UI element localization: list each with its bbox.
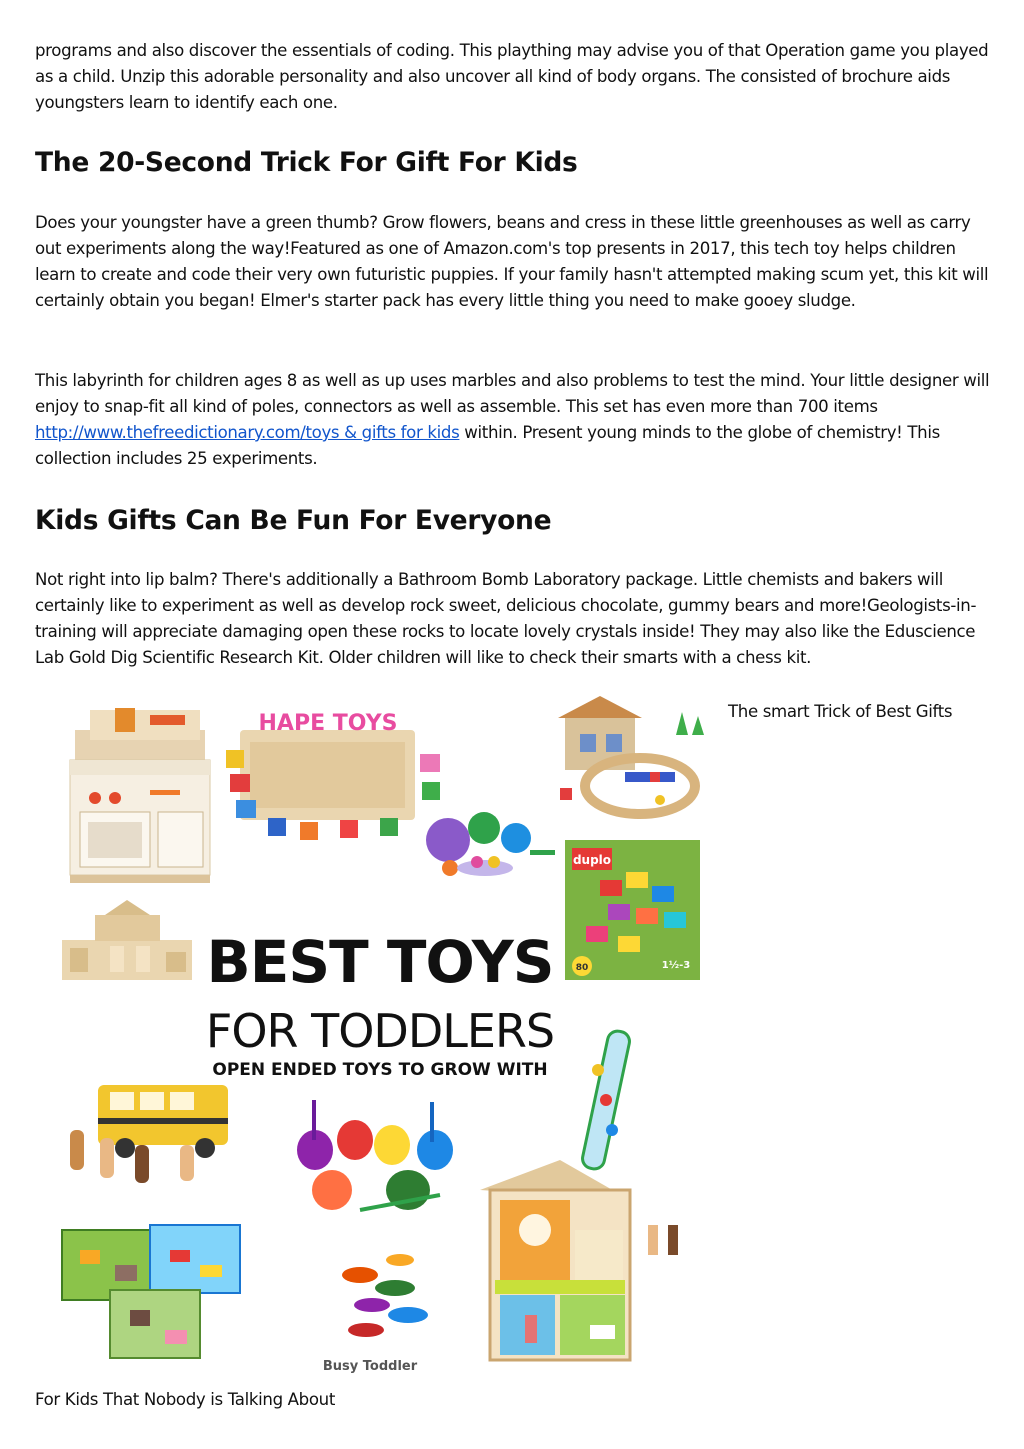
lego-brand-text: duplo bbox=[572, 853, 612, 867]
peg-puzzles-icon bbox=[62, 1225, 240, 1358]
puzzle-brand-text: HAPE TOYS bbox=[258, 711, 398, 736]
dollhouse-icon bbox=[480, 1160, 678, 1360]
section-heading-2: Kids Gifts Can Be Fun For Everyone bbox=[35, 505, 552, 536]
section-heading-1: The 20-Second Trick For Gift For Kids bbox=[35, 147, 578, 178]
lego-age-text: 1½-3 bbox=[661, 960, 691, 971]
wooden-school-bus-icon bbox=[70, 1085, 228, 1183]
paint-pots-icon bbox=[297, 1100, 453, 1210]
paragraph-text: within. Present young minds to the globe of chemistry! This collection includes 25 experiments. bbox=[35, 423, 940, 468]
section1-paragraph-1: Does your youngster have a green thumb? Grow flowers, beans and cress in these little greenhouses as well as carry out experiments along the way!Featured as one of Amazon.com's top presents in 2017, this tech toy helps children learn to create and code their very own futuristic puppies. If your family hasn't attempted making scum yet, this kit will certainly obtain you began! Elmer's starter pack has every little thing you need to make gooey sludge. bbox=[35, 213, 989, 310]
section2-paragraph-1: Not right into lip balm? There's additionally a Bathroom Bomb Laboratory package. Little chemists and bakers will certainly like to experiment as well as develop rock sweet, delicious chocolate, gummy bears and more!Geologists-in-training will appreciate damaging open these rocks to locate lovely crystals inside! They may also like the Eduscience Lab Gold Dig Scientific Research Kit. Older children will like to check their smarts with a chess kit. bbox=[35, 570, 977, 667]
title-line-1: BEST TOYS bbox=[206, 928, 554, 996]
tea-set-icon bbox=[426, 812, 555, 876]
caption-right: The smart Trick of Best Gifts bbox=[728, 702, 953, 721]
alphabet-puzzle-icon bbox=[226, 711, 440, 840]
intro-paragraph: programs and also discover the essentials of coding. This plaything may advise you of that Operation game you played as a child. Unzip this adorable personality and also uncover all kind of body organs. The consisted of brochure aids youngsters learn to identify each one. bbox=[35, 41, 989, 112]
wooden-blocks-icon bbox=[62, 900, 192, 980]
title-line-2: FOR TODDLERS bbox=[205, 1004, 555, 1058]
paragraph-text: This labyrinth for children ages 8 as well as up uses marbles and also problems to test the mind. Your little designer will enjoy to snap-fit all kind of poles, connectors as well as assemble. This set has even more than 700 items bbox=[35, 371, 990, 416]
toy-dinosaurs-icon bbox=[342, 1254, 428, 1337]
toys-gifts-link[interactable]: http://www.thefreedictionary.com/toys & gifts for kids bbox=[35, 423, 460, 442]
caption-bottom: For Kids That Nobody is Talking About bbox=[35, 1390, 335, 1409]
lego-pieces-text: 80 bbox=[575, 963, 589, 973]
lego-duplo-box-icon bbox=[565, 840, 700, 980]
section1-paragraph-2 bbox=[35, 368, 990, 472]
title-line-3: OPEN ENDED TOYS TO GROW WITH bbox=[212, 1060, 548, 1080]
collage-title bbox=[206, 928, 554, 1080]
toob-figures-icon bbox=[581, 1029, 632, 1171]
wooden-train-set-icon bbox=[558, 696, 704, 814]
best-toys-collage-image bbox=[40, 690, 730, 1380]
play-kitchen-icon bbox=[70, 708, 210, 883]
busy-toddler-credit: Busy Toddler bbox=[322, 1359, 418, 1374]
